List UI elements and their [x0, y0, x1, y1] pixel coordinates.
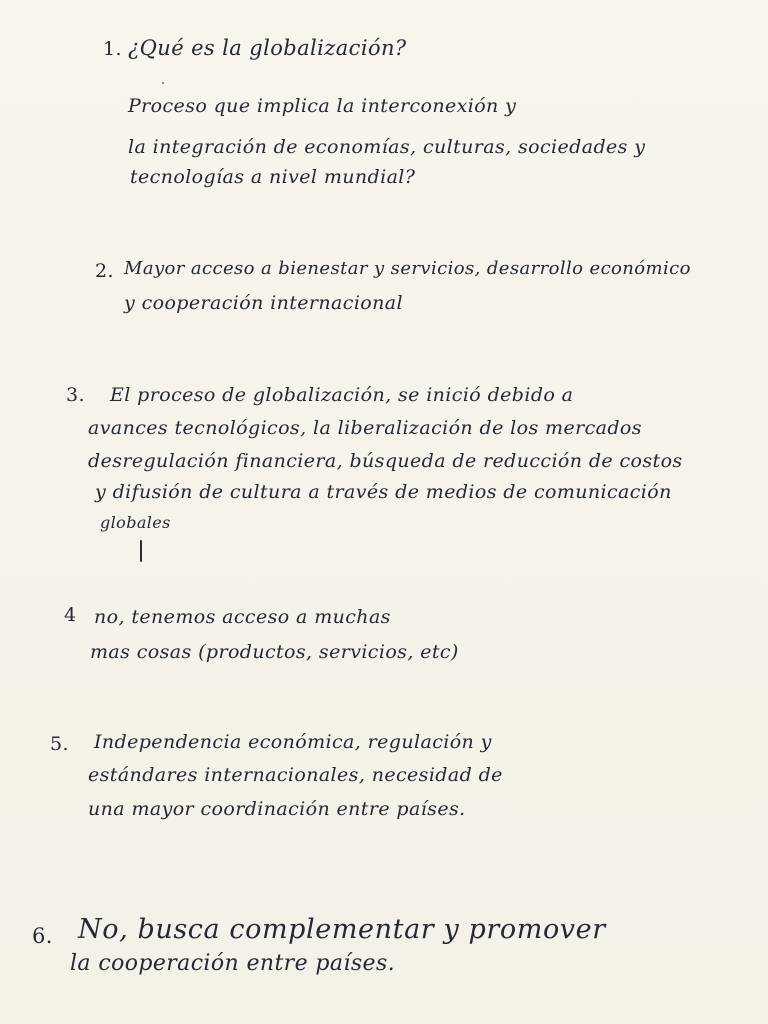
answer-1-line-3: la integración de economías, culturas, sociedades y [128, 136, 646, 158]
answer-3-line-4: y difusión de cultura a través de medios de comunicación [95, 481, 672, 503]
answer-3-line-3: desregulación financiera, búsqueda de reducción de costos [88, 450, 683, 472]
answer-5-line-2: estándares internacionales, necesidad de [88, 764, 503, 786]
answer-3-line-2: avances tecnológicos, la liberalización de los mercados [88, 417, 642, 439]
answer-5-line-3: una mayor coordinación entre países. [88, 798, 466, 820]
answer-6-line-1: No, busca complementar y promover [78, 914, 606, 945]
answer-6-number: 6. [32, 924, 53, 948]
answer-1-line-1: ¿Qué es la globalización? [128, 36, 407, 60]
answer-5-line-1: Independencia económica, regulación y [94, 731, 492, 753]
answer-1-number: 1. [103, 38, 122, 60]
answer-3-line-1: El proceso de globalización, se inició debido a [110, 384, 574, 406]
answer-1-line-2: Proceso que implica la interconexión y [128, 95, 517, 117]
answer-4-line-1: no, tenemos acceso a muchas [94, 606, 391, 628]
answer-1-line-4: tecnologías a nivel mundial? [130, 166, 416, 188]
answer-4-line-2: mas cosas (productos, servicios, etc) [90, 641, 459, 663]
ink-dot [162, 82, 164, 84]
answer-6-line-2: la cooperación entre países. [70, 951, 396, 976]
answer-5-number: 5. [50, 733, 69, 755]
answer-2-line-2: y cooperación internacional [124, 292, 403, 314]
answer-3-number: 3. [66, 384, 85, 406]
answer-3-line-5: globales [100, 513, 171, 532]
answer-2-line-1: Mayor acceso a bienestar y servicios, desarrollo económico [124, 258, 691, 279]
answer-4-number: 4 [64, 604, 77, 626]
answer-2-number: 2. [95, 260, 114, 282]
ink-stroke [140, 540, 142, 562]
